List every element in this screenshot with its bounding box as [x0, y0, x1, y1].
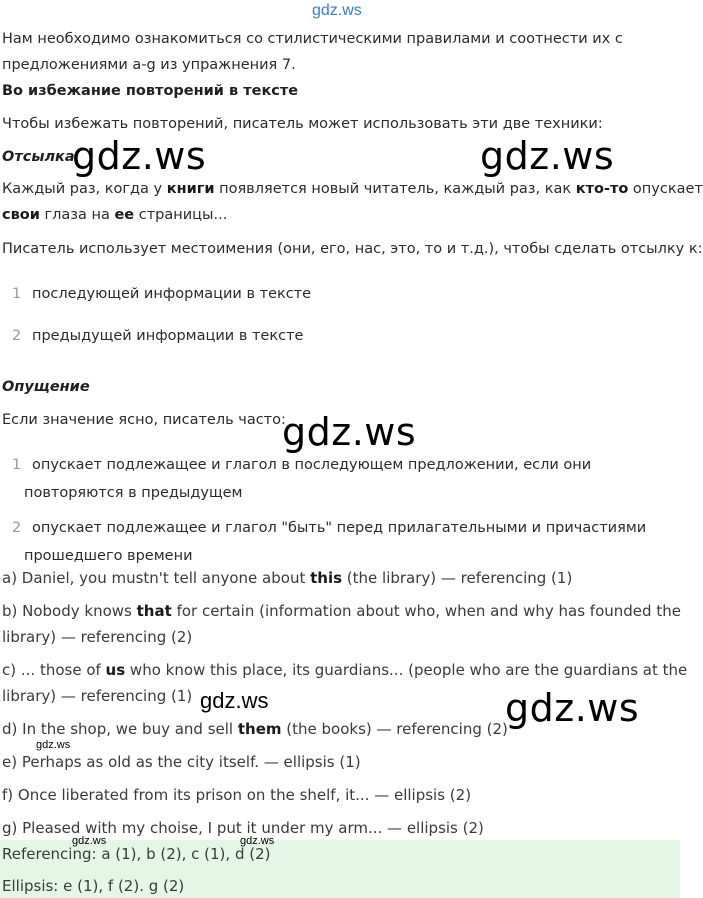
watermark-large: gdz.ws: [505, 686, 640, 730]
answer-bold: this: [310, 569, 343, 587]
example-text: глаза на: [39, 207, 115, 223]
answer-c-line-2: library) — referencing (1): [2, 687, 193, 705]
list-item-continuation: прошедшего времени: [24, 548, 193, 564]
answer-a: [2, 567, 572, 589]
watermark-medium: gdz.ws: [200, 688, 269, 713]
summary-ellipsis: Ellipsis: e (1), f (2). g (2): [2, 877, 185, 895]
answer-g: g) Pleased with my choise, I put it under my arm... — ellipsis (2): [2, 819, 484, 837]
watermark-large: gdz.ws: [282, 410, 417, 454]
answer-text: (the library) — referencing (1): [342, 569, 573, 587]
answer-text: for certain (information about who, when and why has founded the: [171, 602, 681, 620]
list-item-continuation: повторяются в предыдущем: [24, 485, 243, 501]
answer-text: b) Nobody knows: [2, 602, 137, 620]
list-item: опускает подлежащее и глагол в последующем предложении, если они: [32, 457, 592, 473]
watermark-large: gdz.ws: [480, 134, 615, 178]
answer-text: d) In the shop, we buy and sell: [2, 720, 238, 738]
techniques-intro: Чтобы избежать повторений, писатель может использовать эти две техники:: [2, 116, 603, 132]
answer-e: e) Perhaps as old as the city itself. — ellipsis (1): [2, 753, 361, 771]
answer-text: c) ... those of: [2, 661, 106, 679]
intro-line-2: предложениями a-g из упражнения 7.: [2, 57, 296, 73]
watermark-tiny: gdz.ws: [36, 739, 71, 751]
list-item: опускает подлежащее и глагол "быть" перед прилагательными и причастиями: [32, 520, 647, 536]
example-text: Каждый раз, когда у: [2, 181, 167, 197]
answer-text: (the books) — referencing (2): [281, 720, 508, 738]
list-item-number: 1: [12, 457, 22, 473]
answer-text: a) Daniel, you mustn't tell anyone about: [2, 569, 311, 587]
answer-bold: them: [237, 720, 282, 738]
ellipsis-heading: Опущение: [2, 379, 90, 395]
example-bold: книги: [166, 181, 215, 197]
watermark-tiny: gdz.ws: [240, 835, 275, 847]
answer-c: [2, 659, 687, 681]
answer-text: who know this place, its guardians... (people who are the guardians at the: [125, 661, 688, 679]
example-text: появляется новый читатель, каждый раз, как: [214, 181, 576, 197]
watermark-large: gdz.ws: [72, 134, 207, 178]
watermark-top: gdz.ws: [312, 2, 362, 19]
summary-box: [0, 840, 680, 898]
example-text: страницы...: [134, 207, 228, 223]
example-bold: кто-то: [575, 181, 629, 197]
summary-referencing: Referencing: a (1), b (2), c (1), d (2): [2, 845, 271, 863]
referencing-example-line-2: [2, 204, 227, 226]
list-item-number: 2: [12, 520, 22, 536]
example-text: опускает: [628, 181, 703, 197]
referencing-example-line-1: [2, 178, 703, 200]
example-bold: ее: [114, 207, 135, 223]
list-item-number: 1: [12, 286, 22, 302]
answer-b: [2, 600, 681, 622]
answer-bold: us: [105, 661, 126, 679]
answer-f: f) Once liberated from its prison on the shelf, it... — ellipsis (2): [2, 786, 472, 804]
answer-b-line-2: library) — referencing (2): [2, 628, 193, 646]
example-bold: свои: [2, 207, 40, 223]
answer-d: [2, 718, 508, 740]
answer-bold: that: [136, 602, 172, 620]
ellipsis-intro: Если значение ясно, писатель часто:: [2, 412, 286, 428]
list-item: предыдущей информации в тексте: [32, 328, 304, 344]
referencing-explanation: Писатель использует местоимения (они, его, нас, это, то и т.д.), чтобы сделать отсылку к:: [2, 241, 703, 257]
intro-line-1: Нам необходимо ознакомиться со стилистическими правилами и соотнести их с: [2, 31, 623, 47]
list-item-number: 2: [12, 328, 22, 344]
section-title: Во избежание повторений в тексте: [2, 83, 299, 99]
list-item: последующей информации в тексте: [32, 286, 312, 302]
watermark-tiny: gdz.ws: [72, 835, 107, 847]
referencing-heading: Отсылка: [2, 149, 75, 165]
